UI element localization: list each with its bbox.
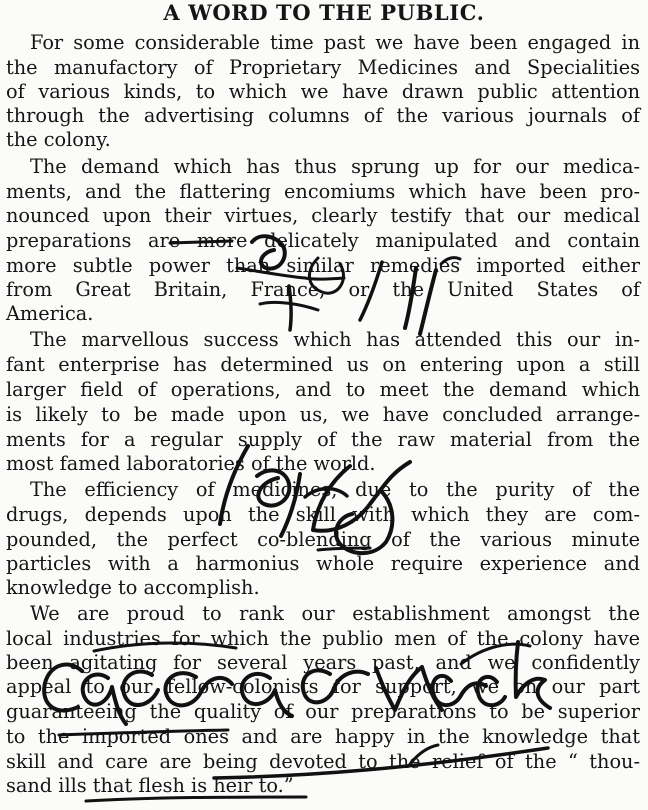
text-line: ments for a regular supply of the raw material from the xyxy=(6,428,640,451)
text-line: knowledge to accomplish. xyxy=(6,576,260,599)
text-line: larger field of operations, and to meet the demand which xyxy=(6,378,640,401)
text-line: pounded, the perfect co-blending of the various minute xyxy=(6,528,640,551)
text-line: America. xyxy=(6,302,94,325)
text-line: more subtle power than similar remedies imported either xyxy=(6,254,640,277)
text-line: local industries for which the publio men of the colony have xyxy=(6,627,640,650)
text-line: most famed laboratories of the world. xyxy=(6,452,376,475)
text-line: is likely to be made upon us, we have concluded arrange- xyxy=(6,403,640,426)
text-line: appeal to our fellow-colonists for support, we on our part xyxy=(6,675,640,698)
text-line: to the imported ones and are happy in the knowledge that xyxy=(6,725,640,748)
text-line: fant enterprise has determined us on entering upon a still xyxy=(6,353,640,376)
text-line: sand ills that flesh is heir to.” xyxy=(6,774,294,797)
text-line: guaranteeing the quality of our preparations to be superior xyxy=(6,700,640,723)
text-line: The marvellous success which has attended this our in- xyxy=(30,328,640,351)
text-line: ments, and the flattering encomiums which have been pro- xyxy=(6,180,640,203)
text-line: The demand which has thus sprung up for our medica- xyxy=(30,155,640,178)
text-line: from Great Britain, France, or the United States of xyxy=(6,278,640,301)
text-line: the manufactory of Proprietary Medicines and Specialities xyxy=(6,56,640,79)
text-line: drugs, depends upon the skill with which they are com- xyxy=(6,503,640,526)
text-line: We are proud to rank our establishment amongst the xyxy=(30,602,640,625)
text-line: through the advertising columns of the various journals of xyxy=(6,104,640,127)
text-line: of various kinds, to which we have drawn public attention xyxy=(6,80,640,103)
text-line: skill and care are being devoted to the relief of the “ thou- xyxy=(6,750,640,773)
text-line: the colony. xyxy=(6,128,111,151)
article-title: A WORD TO THE PUBLIC. xyxy=(163,0,485,25)
text-line: particles with a harmonius whole require experience and xyxy=(6,552,640,575)
text-line: For some considerable time past we have been engaged in xyxy=(30,31,640,54)
text-line: preparations are more delicately manipulated and contain xyxy=(6,229,640,252)
text-line: The efficiency of medicines, due to the purity of the xyxy=(30,478,640,501)
text-line: nounced upon their virtues, clearly testify that our medical xyxy=(6,204,640,227)
text-line: been agitating for several years past, and we confidently xyxy=(6,651,640,674)
